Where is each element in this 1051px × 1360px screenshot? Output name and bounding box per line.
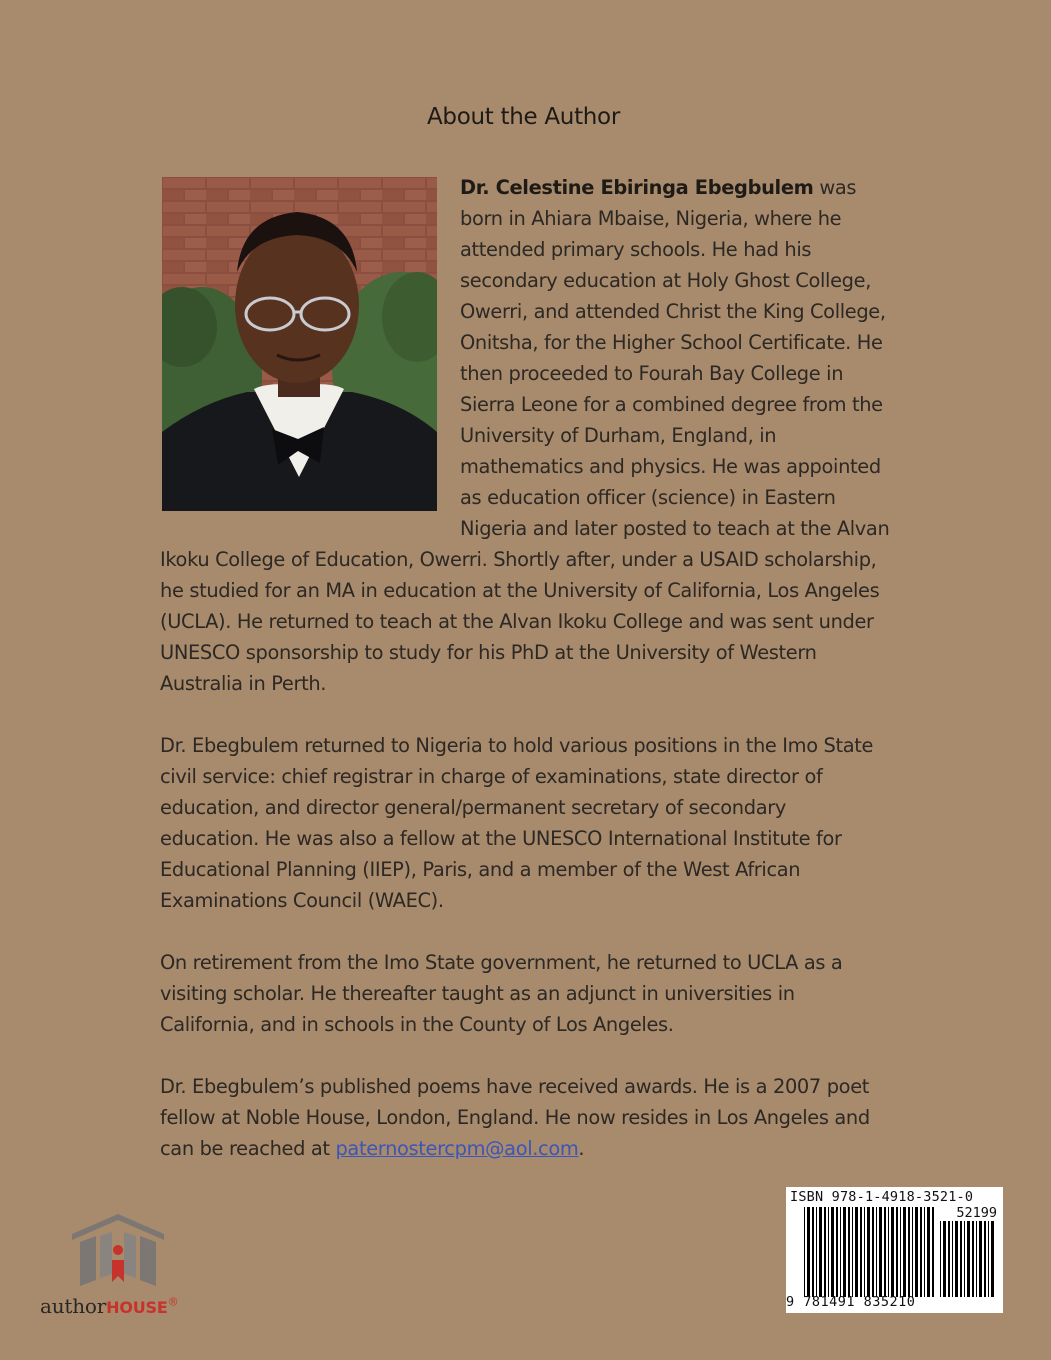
isbn-barcode (786, 1187, 1003, 1313)
wordmark-author: author (40, 1294, 107, 1318)
house-book-icon (68, 1210, 168, 1290)
bio-paragraph-4-text: Dr. Ebegbulem’s published poems have received awards. He is a 2007 poet fellow at Noble House, London, England. He now resides in Los Angeles and can be reached at (160, 1075, 870, 1160)
authorhouse-logo (40, 1210, 210, 1325)
barcode-digits: 9 781491 835210 (786, 1294, 916, 1310)
isbn-label: ISBN 978-1-4918-3521-0 (790, 1189, 974, 1205)
bio-paragraph-3: On retirement from the Imo State government, he returned to UCLA as a visiting scholar. He thereafter taught as an adjunct in universities in California, and in schools in the County of Los Angeles. (160, 951, 843, 1036)
bio-paragraph-4-end: . (578, 1137, 585, 1160)
page-title: About the Author (426, 104, 620, 130)
bio-paragraph-4 (160, 1071, 890, 1164)
author-bio (160, 172, 890, 1195)
bio-paragraph-2: Dr. Ebegbulem returned to Nigeria to hold various positions in the Imo State civil service: chief registrar in charge of examinations, state director of education, and director general/permanent secretary of secondary education. He was also a fellow at the UNESCO International Institute for Educational Planning (IIEP), Paris, and a member of the West African Examinations Council (WAEC). (160, 734, 874, 912)
addon-barcode-bars (940, 1221, 998, 1297)
email-link[interactable]: paternostercpm@aol.com (335, 1137, 579, 1160)
publisher-wordmark (40, 1294, 178, 1318)
wordmark-house: HOUSE (106, 1298, 168, 1317)
barcode-bars (804, 1207, 938, 1297)
registered-mark: ® (167, 1295, 179, 1309)
bio-paragraph-1-text: was born in Ahiara Mbaise, Nigeria, where he attended primary schools. He had his secondary education at Holy Ghost College, Owerri, and attended Christ the King College, Onitsha, for the Higher School Certificate. He then proceeded to Fourah Bay College in Sierra Leone for a combined degree from the University of Durham, England, in mathematics and physics. He was appointed as education officer (science) in Eastern Nigeria and later posted to teach at the Alvan Ikoku College of Education, Owerri. Shortly after, under a USAID scholarship, he studied for an MA in education at the University of California, Los Angeles (UCLA). He returned to teach at the Alvan Ikoku College and was sent under UNESCO sponsorship to study for his PhD at the University of Western Australia in Perth. (160, 176, 890, 695)
photo-spacer (160, 172, 460, 532)
author-name: Dr. Celestine Ebiringa Ebegbulem (460, 176, 814, 199)
price-code: 52199 (956, 1205, 997, 1221)
